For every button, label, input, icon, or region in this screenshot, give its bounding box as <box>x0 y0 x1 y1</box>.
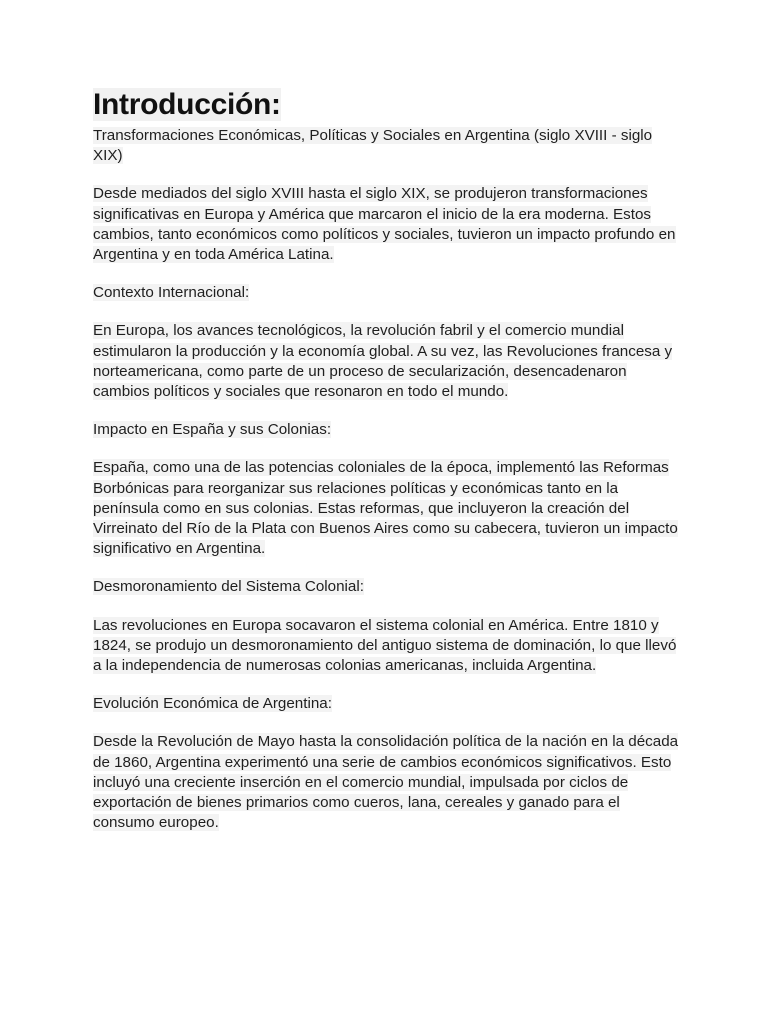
section-heading-desmoronamiento <box>93 577 683 597</box>
paragraph-intro <box>93 184 683 265</box>
title-container <box>93 86 683 124</box>
paragraph-evolucion <box>93 732 683 833</box>
subtitle-text: Transformaciones Económicas, Políticas y Sociales en Argentina (siglo XVIII - siglo XIX) <box>93 127 653 165</box>
paragraph-text: Desde la Revolución de Mayo hasta la consolidación política de la nación en la década de 1860, Argentina experimentó una serie de cambios económicos significativos. Esto incluyó una creciente inserción en el comercio mundial, impulsada por ciclos de exportación de bienes primarios como cueros, lana, cereales y ganado para el consumo europeo. <box>93 733 679 832</box>
section-heading-contexto <box>93 283 683 303</box>
document-title: Introducción: <box>93 88 281 121</box>
paragraph-desmoronamiento <box>93 616 683 677</box>
document-subtitle <box>93 126 683 166</box>
document-page <box>93 86 683 851</box>
paragraph-text: Desde mediados del siglo XVIII hasta el siglo XIX, se produjeron transformaciones significativas en Europa y América que marcaron el inicio de la era moderna. Estos cambios, tanto económicos como políticos y sociales, tuvieron un impacto profundo en Argentina y en toda América Latina. <box>93 185 676 264</box>
paragraph-impacto <box>93 458 683 559</box>
section-heading-text: Desmoronamiento del Sistema Colonial: <box>93 578 364 596</box>
section-heading-impacto <box>93 420 683 440</box>
paragraph-text: En Europa, los avances tecnológicos, la revolución fabril y el comercio mundial estimularon la producción y la economía global. A su vez, las Revoluciones francesa y norteamericana, como parte de un proceso de secularización, desencadenaron cambios políticos y sociales que resonaron en todo el mundo. <box>93 322 673 401</box>
paragraph-contexto <box>93 321 683 402</box>
section-heading-text: Impacto en España y sus Colonias: <box>93 421 332 439</box>
section-heading-text: Evolución Económica de Argentina: <box>93 695 332 713</box>
paragraph-text: Las revoluciones en Europa socavaron el sistema colonial en América. Entre 1810 y 1824, se produjo un desmoronamiento del antiguo sistema de dominación, lo que llevó a la independencia de numerosas colonias americanas, incluida Argentina. <box>93 616 677 675</box>
paragraph-text: España, como una de las potencias coloniales de la época, implementó las Reformas Borbónicas para reorganizar sus relaciones políticas y económicas tanto en la península como en sus colonias. Estas reformas, que incluyeron la creación del Virreinato del Río de la Plata con Buenos Aires como su cabecera, tuvieron un impacto significativo en Argentina. <box>93 459 678 558</box>
section-heading-evolucion <box>93 694 683 714</box>
section-heading-text: Contexto Internacional: <box>93 284 250 302</box>
